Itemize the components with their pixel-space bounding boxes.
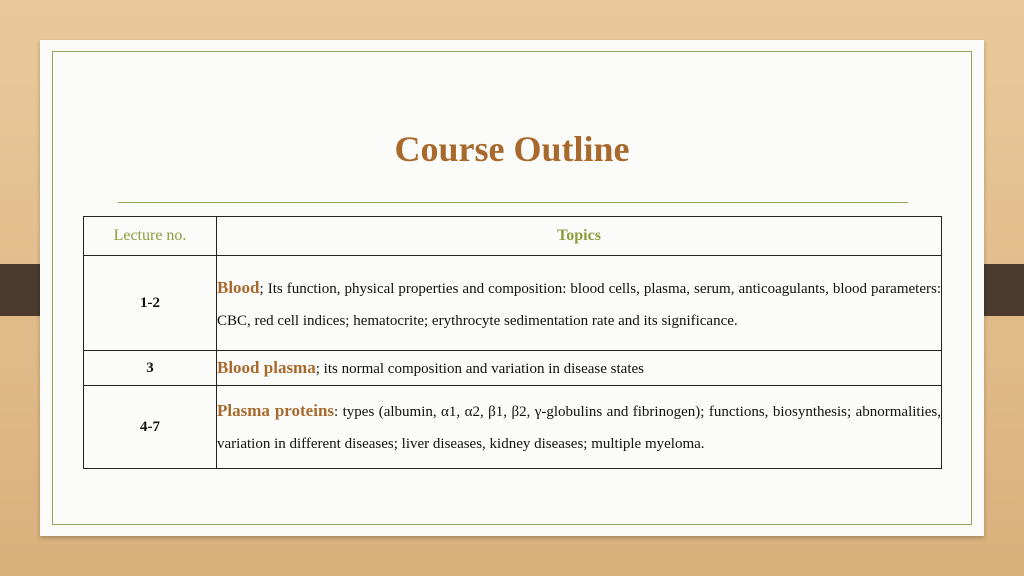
topic-description: : types (albumin, α1, α2, β1, β2, γ-globulins and fibrinogen); functions, biosynthesis; abnormalities, variation in different diseases; liver diseases, kidney diseases; multiple myeloma. [217,403,941,452]
lecture-number: 4-7 [84,386,217,469]
topic-cell [217,256,942,351]
table-header-row [84,217,942,256]
topic-description: ; its normal composition and variation in disease states [315,360,645,377]
lecture-number: 3 [84,351,217,386]
topic-description: ; Its function, physical properties and composition: blood cells, plasma, serum, anticoagulants, blood parameters: CBC, red cell indices; hematocrite; erythrocyte sedimentation rate and its significance. [217,280,941,329]
header-lecture-no: Lecture no. [84,217,217,256]
table-row [84,256,942,351]
table-row [84,386,942,469]
topic-cell [217,351,942,386]
topic-keyword: Blood plasma [217,357,316,377]
topic-keyword: Blood [217,277,260,297]
topic-cell [217,386,942,469]
table-row [84,351,942,386]
slide [40,40,984,536]
header-topics: Topics [217,217,942,256]
course-outline-table [83,216,942,469]
slide-title: Course Outline [394,129,630,169]
title-divider [118,202,908,203]
lecture-number: 1-2 [84,256,217,351]
topic-keyword: Plasma proteins [217,400,335,420]
